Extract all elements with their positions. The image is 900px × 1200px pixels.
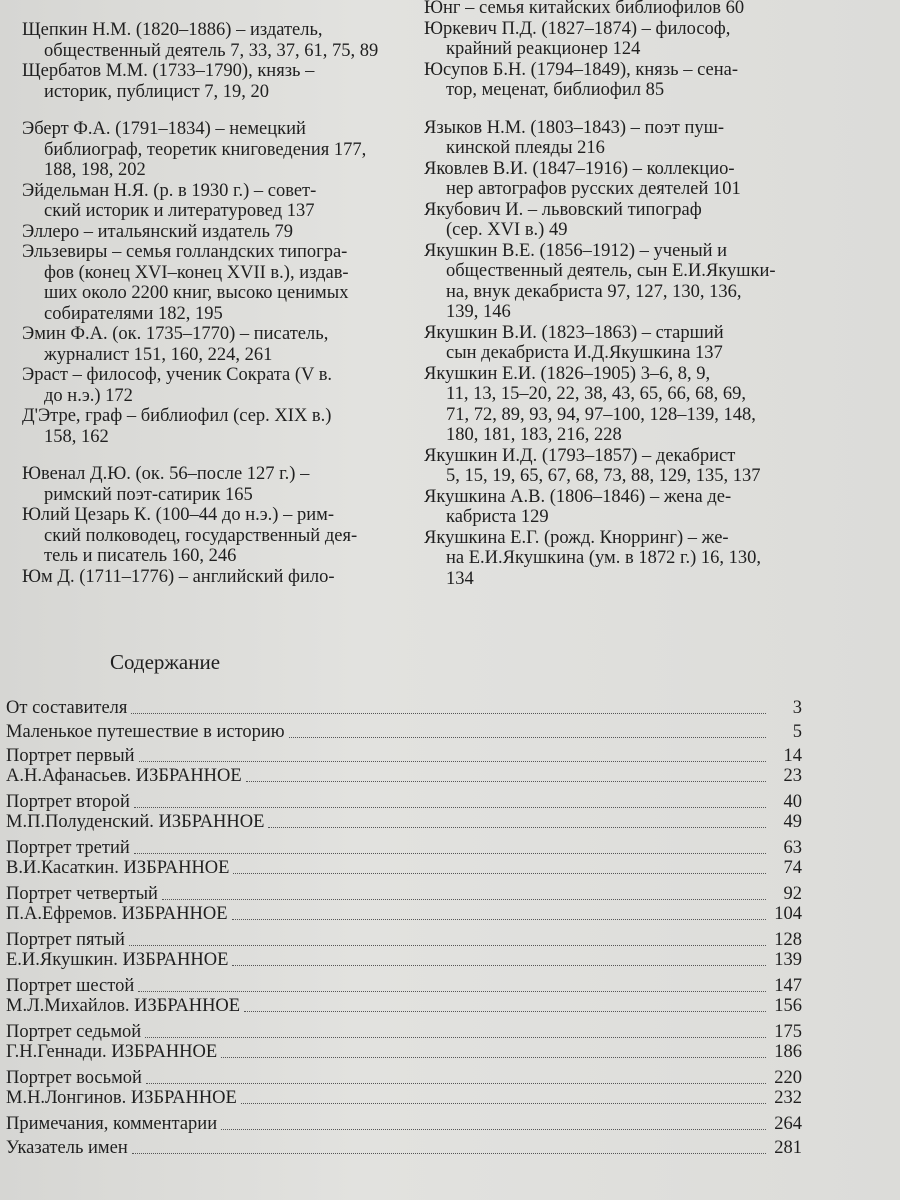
toc-entry-label: Указатель имен [6, 1138, 128, 1158]
toc-entry-label: Портрет четвертый [6, 884, 158, 904]
toc-entry-label: Портрет третий [6, 838, 130, 858]
toc-entry-label: Примечания, комментарии [6, 1114, 218, 1134]
index-entry-line: римский поэт-сатирик 165 [44, 484, 253, 505]
index-entry-line: на, внук декабриста 97, 127, 130, 136, [446, 281, 742, 302]
index-entry-line: Якушкин В.И. (1823–1863) – старший [424, 322, 724, 343]
toc-entry-page: 23 [783, 766, 802, 786]
toc-leader-dots [146, 1082, 766, 1084]
toc-leader-dots [221, 1056, 766, 1058]
toc-entry[interactable] [6, 948, 802, 971]
toc-entry-page: 92 [783, 884, 802, 904]
toc-entry[interactable] [6, 1040, 802, 1063]
toc-entry-label: Е.И.Якушкин. ИЗБРАННОЕ [6, 950, 229, 970]
toc-leader-dots [132, 1152, 766, 1154]
index-entry-line: до н.э.) 172 [44, 385, 133, 406]
toc-entry-page: 5 [792, 722, 802, 742]
toc-entry-label: Портрет пятый [6, 930, 125, 950]
index-entry-line: Якубович И. – львовский типограф [424, 199, 702, 220]
index-entry-line: Юркевич П.Д. (1827–1874) – философ, [424, 18, 731, 39]
toc-entry-label: Г.Н.Геннади. ИЗБРАННОЕ [6, 1042, 218, 1062]
toc-leader-dots [162, 898, 766, 900]
toc-entry-page: 40 [783, 792, 802, 812]
toc-entry-page: 156 [774, 996, 802, 1016]
index-entry-line: 11, 13, 15–20, 22, 38, 43, 65, 66, 68, 69, [446, 384, 746, 404]
toc-entry-page: 14 [783, 746, 802, 766]
index-entry-line: собирателями 182, 195 [44, 303, 223, 324]
index-entry-line: ский историк и литературовед 137 [44, 201, 315, 221]
toc-leader-dots [244, 1010, 766, 1012]
index-entry-line: фов (конец XVI–конец XVII в.), издав- [44, 262, 349, 283]
toc-entry-label: Портрет седьмой [6, 1022, 142, 1042]
index-entry-line: сын декабриста И.Д.Якушкина 137 [446, 343, 723, 363]
toc-entry-label: Портрет восьмой [6, 1068, 142, 1088]
toc-leader-dots [241, 1102, 766, 1104]
index-entry-line: Д'Этре, граф – библиофил (сер. XIX в.) [22, 406, 332, 426]
toc-entry-label: М.Л.Михайлов. ИЗБРАННОЕ [6, 996, 241, 1016]
toc-entry-label: А.Н.Афанасьев. ИЗБРАННОЕ [6, 766, 242, 786]
index-entry-line: крайний реакционер 124 [446, 39, 641, 59]
toc-entry[interactable] [6, 994, 802, 1017]
toc-entry-page: 281 [774, 1138, 802, 1158]
toc-leader-dots [233, 872, 766, 874]
toc-entry-label: Портрет второй [6, 792, 130, 812]
toc-leader-dots [131, 712, 766, 714]
toc-leader-dots [232, 964, 766, 966]
toc-leader-dots [129, 944, 766, 946]
index-entry-line: Якушкина Е.Г. (рожд. Кнорринг) – же- [424, 527, 729, 548]
index-entry-line: Юлий Цезарь К. (100–44 до н.э.) – рим- [22, 505, 334, 525]
index-entry-line: 5, 15, 19, 65, 67, 68, 73, 88, 129, 135, 137 [446, 466, 761, 486]
toc-entry-page: 175 [774, 1022, 802, 1042]
toc-entry-page: 220 [774, 1068, 802, 1088]
toc-entry-page: 186 [774, 1042, 802, 1062]
toc-entry[interactable] [6, 764, 802, 787]
index-entry-line: историк, публицист 7, 19, 20 [44, 81, 270, 102]
toc-leader-dots [268, 826, 766, 828]
toc-entry-page: 74 [783, 858, 802, 878]
index-entry-line: Якушкин В.Е. (1856–1912) – ученый и [424, 240, 728, 261]
index-entry-line: 139, 146 [446, 302, 511, 322]
index-entry-line: Юнг – семья китайских библиофилов 60 [424, 0, 745, 18]
toc-leader-dots [138, 990, 766, 992]
toc-entry-page: 3 [792, 698, 802, 718]
index-entry-line: Эраст – философ, ученик Сократа (V в. [22, 365, 333, 385]
index-entry-line: Яковлев В.И. (1847–1916) – коллекцио- [424, 158, 735, 179]
index-entry-line: 158, 162 [44, 426, 109, 447]
index-entry-line: 180, 181, 183, 216, 228 [446, 425, 622, 445]
toc-entry[interactable] [6, 1086, 802, 1109]
toc-entry-label: Маленькое путешествие в историю [6, 722, 285, 742]
index-entry-line: Якушкина А.В. (1806–1846) – жена де- [424, 486, 732, 507]
toc-entry[interactable] [6, 1136, 802, 1159]
toc-entry[interactable] [6, 696, 802, 719]
index-entry-line: Якушкин Е.И. (1826–1905) 3–6, 8, 9, [424, 363, 711, 384]
index-entry-line: библиограф, теоретик книговедения 177, [44, 139, 367, 160]
toc-entry-page: 63 [783, 838, 802, 858]
index-entry-line: журналист 151, 160, 224, 261 [44, 344, 273, 365]
toc-entry-label: Портрет первый [6, 746, 135, 766]
index-entry-line: Щепкин Н.М. (1820–1886) – издатель, [22, 20, 323, 40]
index-entry-line: ский полководец, государственный дея- [44, 525, 358, 546]
toc-leader-dots [232, 918, 766, 920]
toc-leader-dots [289, 736, 766, 738]
toc-entry[interactable] [6, 1112, 802, 1135]
toc-entry-label: Портрет шестой [6, 976, 135, 996]
index-entry-line: Эйдельман Н.Я. (р. в 1930 г.) – совет- [22, 180, 317, 201]
index-entry-line: Юсупов Б.Н. (1794–1849), князь – сена- [424, 59, 738, 80]
toc-entry[interactable] [6, 720, 802, 743]
toc-entry-page: 49 [783, 812, 802, 832]
index-entry-line: тель и писатель 160, 246 [44, 546, 237, 566]
toc-entry-label: М.Н.Лонгинов. ИЗБРАННОЕ [6, 1088, 237, 1108]
index-entry-line: Ювенал Д.Ю. (ок. 56–после 127 г.) – [22, 464, 310, 484]
index-entry-line: Эберт Ф.А. (1791–1834) – немецкий [22, 119, 306, 139]
index-entry-line: 188, 198, 202 [44, 160, 146, 180]
toc-entry-page: 139 [774, 950, 802, 970]
toc-entry[interactable] [6, 810, 802, 833]
toc-leader-dots [145, 1036, 766, 1038]
toc-entry-label: В.И.Касаткин. ИЗБРАННОЕ [6, 858, 230, 878]
index-entry-line: ших около 2200 книг, высоко ценимых [44, 283, 349, 303]
toc-leader-dots [134, 852, 766, 854]
index-entry-line: Эллеро – итальянский издатель 79 [22, 221, 294, 242]
toc-entry[interactable] [6, 856, 802, 879]
toc-entry-label: М.П.Полуденский. ИЗБРАННОЕ [6, 812, 265, 832]
index-entry-line: Языков Н.М. (1803–1843) – поэт пуш- [424, 117, 725, 138]
index-entry-line: 134 [446, 568, 474, 589]
index-entry-line: нер автографов русских деятелей 101 [446, 179, 741, 199]
toc-title: Содержание [110, 650, 221, 674]
toc-entry-page: 104 [774, 904, 802, 924]
index-entry-line: кабриста 129 [446, 507, 549, 527]
index-entry-line: Щербатов М.М. (1733–1790), князь – [22, 61, 315, 81]
toc-leader-dots [221, 1128, 766, 1130]
index-entry-line: тор, меценат, библиофил 85 [446, 80, 665, 100]
index-entry-line: Эльзевиры – семья голландских типогра- [22, 242, 348, 262]
index-entry-line: общественный деятель 7, 33, 37, 61, 75, 89 [44, 40, 379, 61]
toc-entry-page: 128 [774, 930, 802, 950]
toc-entry-page: 147 [774, 976, 802, 996]
toc-entry-label: П.А.Ефремов. ИЗБРАННОЕ [6, 904, 228, 924]
index-entry-line: кинской плеяды 216 [446, 138, 605, 158]
index-entry-line: 71, 72, 89, 93, 94, 97–100, 128–139, 148, [446, 404, 756, 425]
toc-entry-label: От составителя [6, 698, 128, 718]
index-entry-line: (сер. XVI в.) 49 [446, 220, 568, 240]
index-entry-line: Юм Д. (1711–1776) – английский фило- [22, 566, 335, 587]
toc-entry-page: 264 [774, 1114, 802, 1134]
toc-leader-dots [139, 760, 766, 762]
toc-entry-page: 232 [774, 1088, 802, 1108]
index-entry-line: Эмин Ф.А. (ок. 1735–1770) – писатель, [22, 324, 329, 344]
toc-entry[interactable] [6, 902, 802, 925]
index-entry-line: на Е.И.Якушкина (ум. в 1872 г.) 16, 130, [446, 548, 761, 568]
index-entry-line: общественный деятель, сын Е.И.Якушки- [446, 261, 776, 281]
toc-leader-dots [246, 780, 766, 782]
toc-leader-dots [134, 806, 766, 808]
index-entry-line: Якушкин И.Д. (1793–1857) – декабрист [424, 445, 736, 466]
